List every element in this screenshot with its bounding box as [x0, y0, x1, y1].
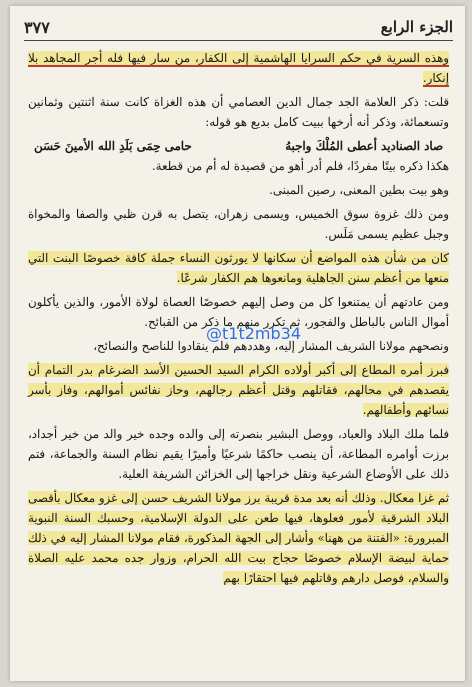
paragraph-10: فلما ملك البلاد والعباد، ووصل البشير بنصرته إلى والده وجده خير والد من خير أجداد، برزت أوامره المطاعة، أن ينصب حاكمًا شرعيًا وأميرًا يقيم نظام السنة والجماعة، فتم ذلك على الأوضاع الشرعية ونقل خراجها إلى الخزائن الشريفة العلية.: [28, 427, 449, 481]
paragraph-5: ومن ذلك غزوة سوق الخميس، ويسمى زهران، يتصل به قرن ظبي والصفا والمخواة وجبل عظيم يسمى مَلَس.: [28, 207, 449, 241]
part-title: الجزء الرابع: [380, 18, 453, 36]
page-number: ٣٧٧: [24, 17, 50, 37]
paragraph-2: قلت: ذكر العلامة الجد جمال الدين العصامي أن هذه الغزاة كانت سنة اثنتين وثمانين وتسعمائة، وذكر أنه أرخها ببيت كامل بديع هو قوله:: [28, 95, 449, 129]
highlighted-text: وهذه السرية في حكم السرايا الهاشمية إلى الكفار، من سار فيها فله أجر المجاهد بلا إنكار.: [28, 51, 449, 85]
page-header: [24, 16, 453, 38]
highlighted-text: كان من شأن هذه المواضع أن سكانها لا يورثون النساء جملة كافة خصوصًا البنت التي منعها من أعظم سنن الجاهلية ومانعوها هم الكفار شرعًا.: [28, 251, 449, 285]
paragraph-7: ومن عادتهم أن يمتنعوا كل من وصل إليهم خصوصًا العصاة لولاة الأمور، والذين يأكلون أموال الناس بالباطل والفجور، ثم تكرر منهم ما ذكر من القبائح.: [28, 295, 449, 329]
page-body: [28, 48, 449, 592]
poem-second-hemistich: حامى حِمَى بَلَدِ الله الأمينَ حَسَن: [34, 139, 192, 153]
poem-first-hemistich: صاد الصناديد أعطى المُلْكَ واجبهُ: [285, 139, 443, 153]
poem-verse: [28, 136, 449, 156]
highlighted-text: ثم غزا معكال. وذلك أنه بعد مدة قريبة برز مولانا الشريف حسن إلى غزو معكال بأقصى البلاد الشرقية لأمور فعلوها، فيها طعن على الدولة الإسلامية، وحسبك السنة النبوية المبرورة: «الفتنة من ههنا» وأشار إلى الجهة المذكورة، فقام مولانا المشار إليه في ذلك حماية لبيضة الإسلام خصوصًا حجاج بيت الله الحرام، وزوار جده محمد عليه الصلاة والسلام، فوصل دارهم وقاتلهم فيها احتقارًا بهم: [28, 491, 449, 585]
watermark-handle: @t1t2mb34: [206, 324, 302, 343]
paragraph-3: هكذا ذكره بيتًا مفردًا، فلم أدر أهو من قصيدة له أم من قطعة.: [151, 159, 449, 173]
paragraph-4: وهو بيت بطين المعنى، رصين المبنى.: [269, 183, 449, 197]
header-divider: [24, 40, 453, 41]
book-page: [10, 6, 465, 681]
paragraph-11: [28, 488, 449, 588]
paragraph-1: [28, 48, 449, 88]
paragraph-9: [28, 360, 449, 420]
highlighted-text: فبرز أمره المطاع إلى أكبر أولاده الكرام السيد الحسين الأسد الضرغام بدر التمام أن يقصدهم في محالهم، فقاتلهم وقتل أعظم رجالهم، وحاز نفائس أموالهم، وفاز بأسر نسائهم وأطفالهم.: [28, 363, 449, 417]
paragraph-6: [28, 248, 449, 288]
paragraph-8: ونصحهم مولانا الشريف المشار إليه، وهددهم فلم ينقادوا للناصح والنصائح،: [93, 339, 449, 353]
